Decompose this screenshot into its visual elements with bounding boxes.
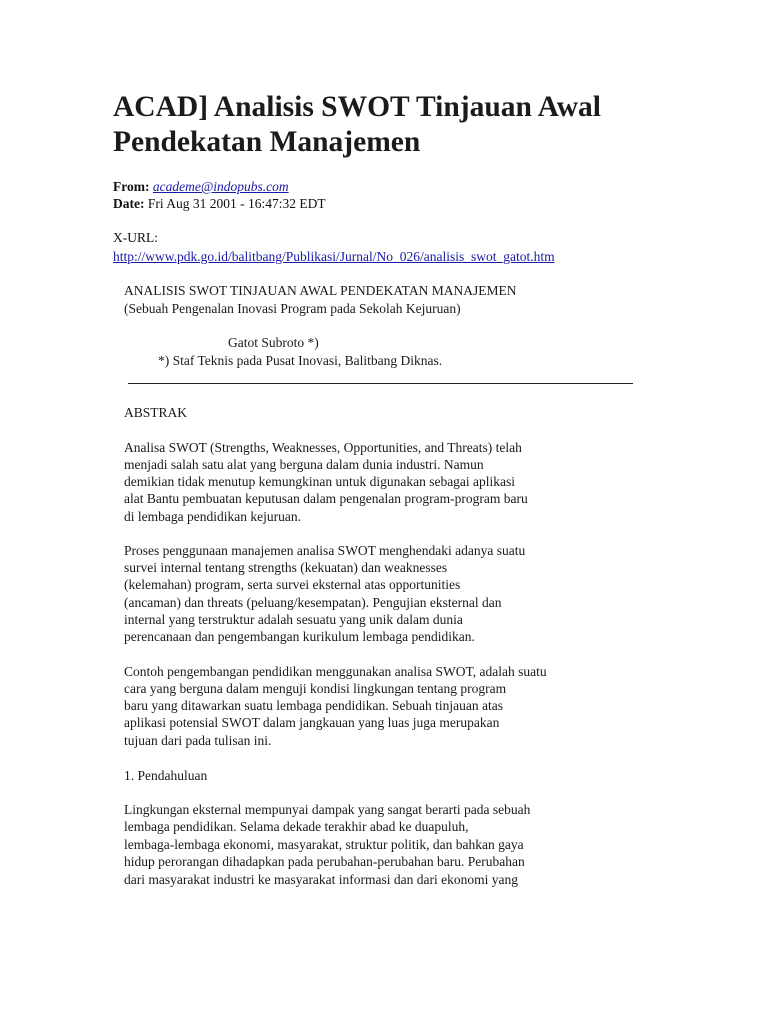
page-title: ACAD] Analisis SWOT Tinjauan Awal Pendekatan Manajemen	[113, 91, 602, 158]
from-label: From:	[113, 179, 150, 194]
paragraph-line: (kelemahan) program, serta survei eksternal atas opportunities	[124, 577, 461, 592]
from-line	[113, 178, 289, 195]
xurl-label: X-URL:	[113, 230, 158, 245]
article-heading: ANALISIS SWOT TINJAUAN AWAL PENDEKATAN MANAJEMEN	[124, 283, 517, 298]
paragraph-line: cara yang berguna dalam menguji kondisi lingkungan tentang program	[124, 681, 507, 696]
xurl-link[interactable]: http://www.pdk.go.id/balitbang/Publikasi/Jurnal/No_026/analisis_swot_gatot.htm	[113, 249, 555, 264]
paragraph-line: Contoh pengembangan pendidikan menggunakan analisa SWOT, adalah suatu	[124, 664, 547, 679]
paragraph-line: lembaga-lembaga ekonomi, masyarakat, struktur politik, dan bahkan gaya	[124, 837, 524, 852]
paragraph-line: (ancaman) dan threats (peluang/kesempatan). Pengujian eksternal dan	[124, 595, 502, 610]
article-subheading: (Sebuah Pengenalan Inovasi Program pada Sekolah Kejuruan)	[124, 301, 461, 316]
paragraph-line: Proses penggunaan manajemen analisa SWOT menghendaki adanya suatu	[124, 543, 526, 558]
paragraph-line: lembaga pendidikan. Selama dekade terakhir abad ke duapuluh,	[124, 819, 469, 834]
paragraph-line: alat Bantu pembuatan keputusan dalam pengenalan program-program baru	[124, 491, 528, 506]
date-label: Date:	[113, 196, 145, 211]
paragraph-line: tujuan dari pada tulisan ini.	[124, 733, 272, 748]
author-name: Gatot Subroto *)	[228, 335, 319, 350]
paragraph-line: demikian tidak menutup kemungkinan untuk digunakan sebagai aplikasi	[124, 474, 516, 489]
section-heading: 1. Pendahuluan	[124, 768, 208, 783]
paragraph-line: baru yang ditawarkan suatu lembaga pendidikan. Sebuah tinjauan atas	[124, 698, 504, 713]
author-affiliation: *) Staf Teknis pada Pusat Inovasi, Balitbang Diknas.	[158, 353, 443, 368]
paragraph-line: survei internal tentang strengths (kekuatan) dan weaknesses	[124, 560, 448, 575]
divider-rule	[128, 383, 633, 384]
abstrak-heading: ABSTRAK	[124, 405, 188, 420]
paragraph-line: dari masyarakat industri ke masyarakat informasi dan dari ekonomi yang	[124, 872, 518, 887]
paragraph-line: menjadi salah satu alat yang berguna dalam dunia industri. Namun	[124, 457, 484, 472]
paragraph-line: hidup perorangan dihadapkan pada perubahan-perubahan baru. Perubahan	[124, 854, 525, 869]
paragraph-line: perencanaan dan pengembangan kurikulum lembaga pendidikan.	[124, 629, 475, 644]
date-line	[113, 195, 326, 212]
paragraph-line: Analisa SWOT (Strengths, Weaknesses, Opportunities, and Threats) telah	[124, 440, 522, 455]
paragraph-line: internal yang terstruktur adalah sesuatu yang unik dalam dunia	[124, 612, 463, 627]
paragraph-line: aplikasi potensial SWOT dalam jangkauan yang luas juga merupakan	[124, 715, 500, 730]
paragraph-line: Lingkungan eksternal mempunyai dampak yang sangat berarti pada sebuah	[124, 802, 531, 817]
date-value: Fri Aug 31 2001 - 16:47:32 EDT	[147, 196, 326, 211]
from-email-link[interactable]: academe@indopubs.com	[152, 179, 289, 194]
paragraph-line: di lembaga pendidikan kejuruan.	[124, 509, 301, 524]
